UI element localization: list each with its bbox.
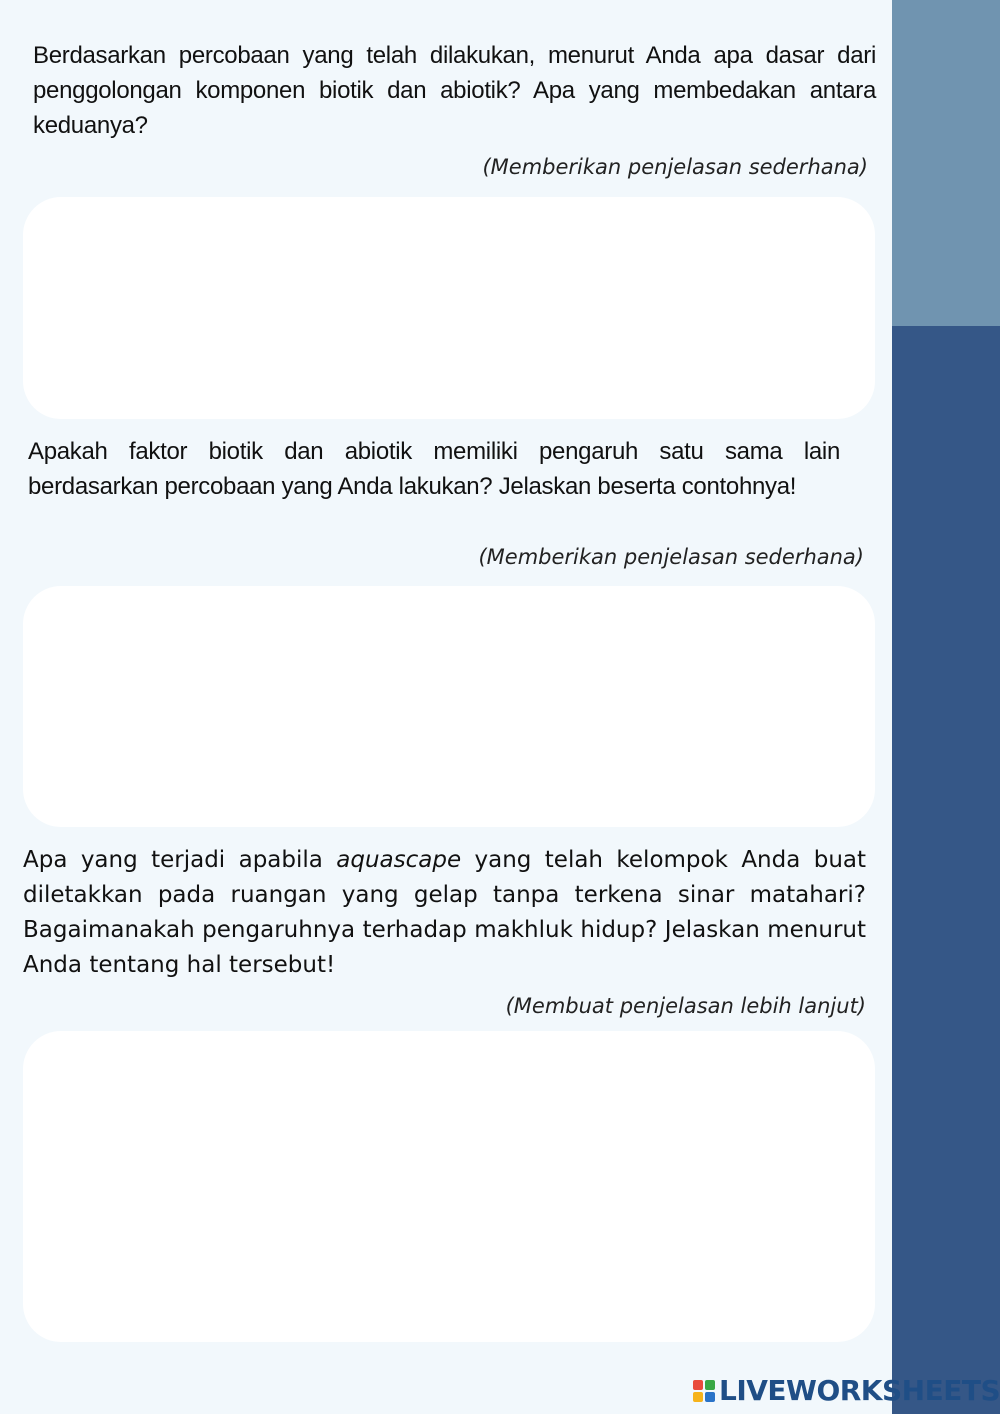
liveworksheets-logo-icon: [693, 1380, 715, 1402]
sidebar-accent-bottom: [892, 326, 1000, 1414]
sidebar-accent-top: [892, 0, 1000, 326]
question-3-text: [23, 843, 866, 983]
answer-box-1[interactable]: [23, 197, 875, 419]
logo-mark-square: [705, 1380, 715, 1390]
answer-box-2[interactable]: [23, 586, 875, 827]
logo-mark-square: [693, 1380, 703, 1390]
question-3-emphasis: aquascape: [336, 847, 462, 873]
question-1-text: Berdasarkan percobaan yang telah dilakukan, menurut Anda apa dasar dari penggolongan komponen biotik dan abiotik? Apa yang membedakan antara keduanya?: [33, 42, 876, 139]
question-3-hint: (Membuat penjelasan lebih lanjut): [505, 994, 866, 1018]
answer-box-3[interactable]: [23, 1031, 875, 1342]
liveworksheets-logo: [693, 1374, 1000, 1408]
question-3-text-start: Apa yang terjadi apabila: [23, 847, 337, 873]
question-1-hint: (Memberikan penjelasan sederhana): [482, 155, 868, 179]
logo-text: LIVEWORKSHEETS: [719, 1374, 1000, 1407]
question-2-hint: (Memberikan penjelasan sederhana): [478, 545, 864, 569]
question-3-text-end: yang telah kelompok Anda buat diletakkan pada ruangan yang gelap tanpa terkena sinar matahari? Bagaimanakah pengaruhnya terhadap makhluk hidup? Jelaskan menurut Anda tentang hal tersebut!: [23, 847, 867, 978]
logo-mark-square: [705, 1392, 715, 1402]
logo-mark-square: [693, 1392, 703, 1402]
question-2-text: Apakah faktor biotik dan abiotik memiliki pengaruh satu sama lain berdasarkan percobaan yang Anda lakukan? Jelaskan beserta contohnya!: [28, 438, 840, 500]
